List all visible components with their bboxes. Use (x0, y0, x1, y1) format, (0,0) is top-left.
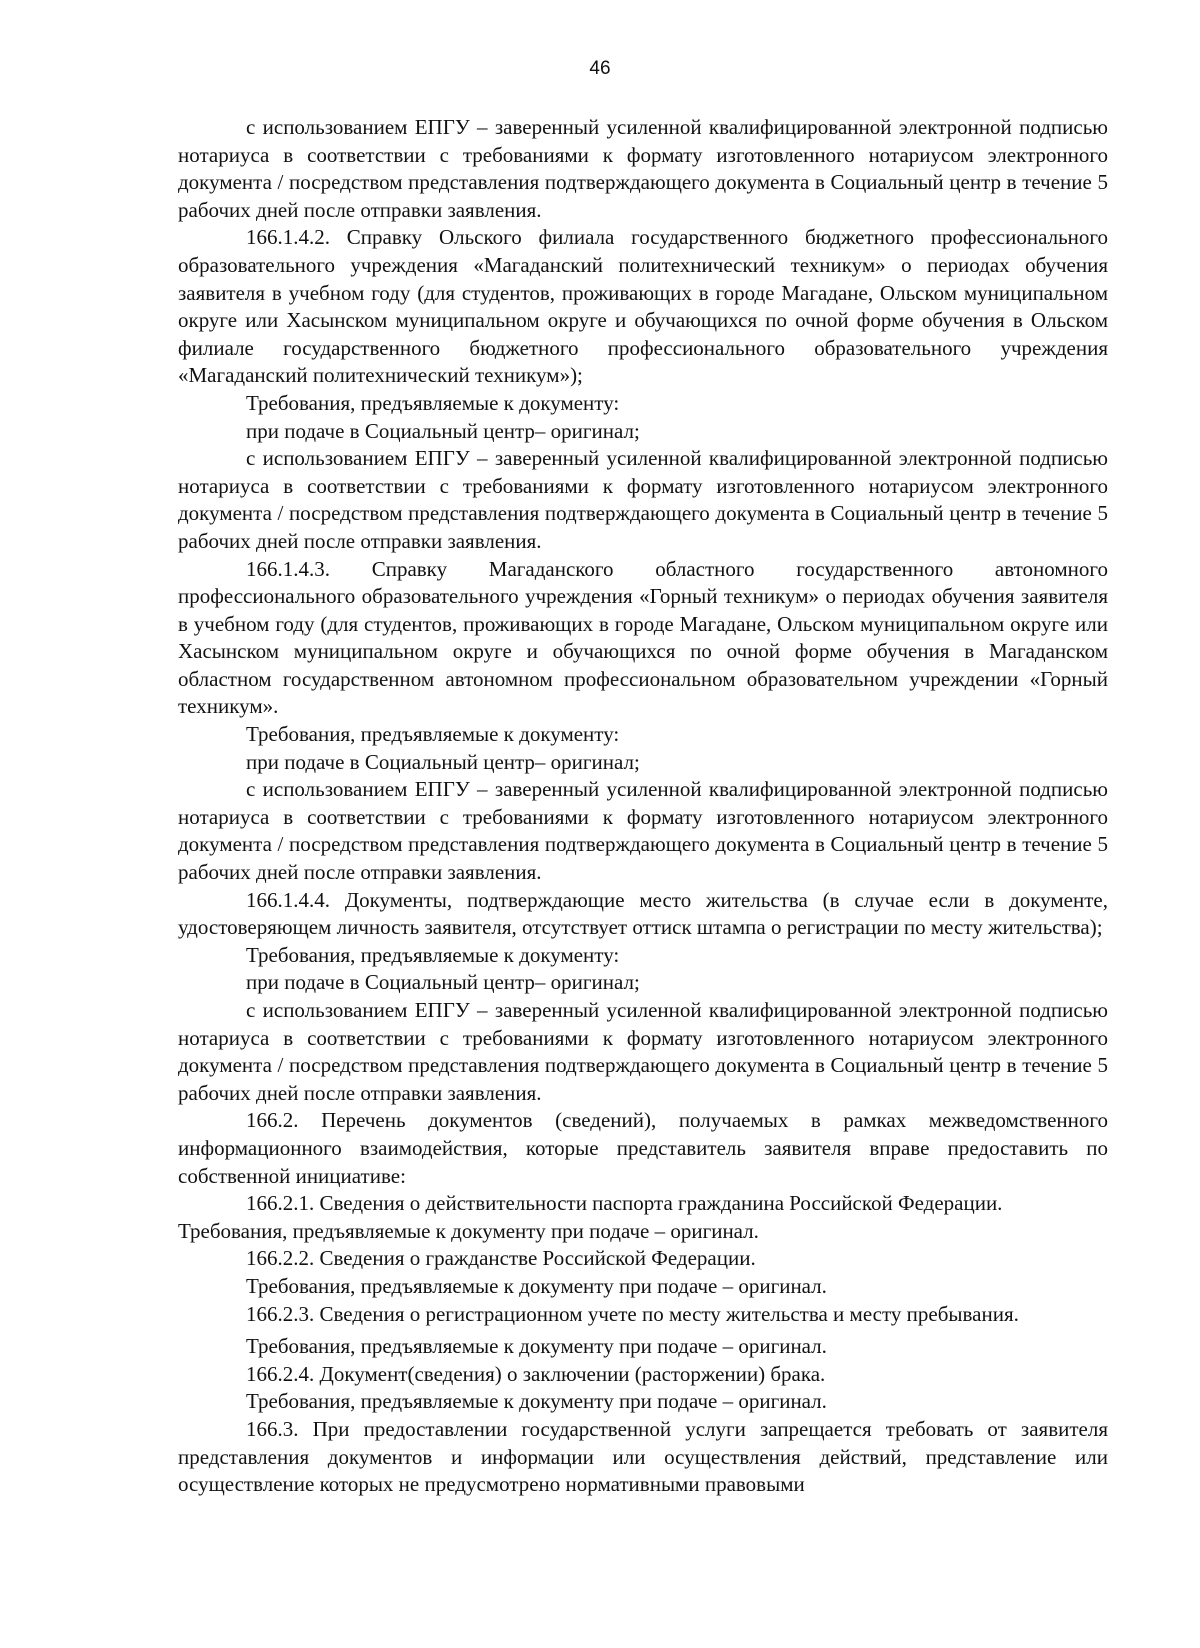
paragraph: 166.1.4.3. Справку Магаданского областного государственного автономного профессионального образовательного учреждения «Горный техникум» о периодах обучения заявителя в учебном году (для студентов, проживающих в городе Магадане, Ольском муниципальном округе или Хасынском муниципальном округе и обучающихся по очной форме обучения в Магаданском областном государственном автономном профессиональном образовательном учреждении «Горный техникум». (178, 556, 1108, 719)
paragraph: Требования, предъявляемые к документу: (246, 722, 620, 747)
paragraph: 166.2.4. Документ(сведения) о заключении (расторжении) брака. (246, 1361, 826, 1386)
paragraph: Требования, предъявляемые к документу: (246, 390, 620, 415)
paragraph: 166.3. При предоставлении государственной услуги запрещается требовать от заявителя представления документов и информации или осуществления действий, представление или осуществление которых не предусмотрено нормативными правовыми (178, 1416, 1108, 1497)
paragraph: 166.1.4.2. Справку Ольского филиала государственного бюджетного профессионального образовательного учреждения «Магаданский политехнический техникум» о периодах обучения заявителя в учебном году (для студентов, проживающих в городе Магадане, Ольском муниципальном округе или Хасынском муниципальном округе и обучающихся по очной форме обучения в Ольском филиале государственного бюджетного профессионального образовательного учреждения «Магаданский политехнический техникум»); (178, 225, 1108, 388)
paragraph: с использованием ЕПГУ – заверенный усиленной квалифицированной электронной подписью нотариуса в соответствии с требованиями к формату изготовленного нотариусом электронного документа / посредством представления подтверждающего документа в Социальный центр в течение 5 рабочих дней после отправки заявления. (178, 777, 1108, 885)
paragraph: 166.2. Перечень документов (сведений), получаемых в рамках межведомственного информационного взаимодействия, которые представитель заявителя вправе предоставить по собственной инициативе: (178, 1108, 1108, 1188)
paragraph: Требования, предъявляемые к документу при подаче – оригинал. (246, 1273, 827, 1298)
document-body (178, 114, 1108, 1499)
paragraph: Требования, предъявляемые к документу при подаче – оригинал. (246, 1389, 827, 1414)
paragraph: при подаче в Социальный центр– оригинал; (246, 970, 640, 995)
paragraph: при подаче в Социальный центр– оригинал; (246, 418, 640, 443)
page-number: 46 (589, 58, 611, 79)
paragraph: 166.2.3. Сведения о регистрационном учете по месту жительства и месту пребывания. (246, 1301, 1019, 1326)
paragraph: Требования, предъявляемые к документу: (246, 942, 620, 967)
paragraph: 166.2.2. Сведения о гражданстве Российской Федерации. (246, 1246, 756, 1271)
paragraph: Требования, предъявляемые к документу при подаче – оригинал. (246, 1334, 827, 1359)
paragraph: Требования, предъявляемые к документу при подаче – оригинал. (178, 1218, 759, 1243)
paragraph: 166.2.1. Сведения о действительности паспорта гражданина Российской Федерации. (246, 1191, 1003, 1216)
paragraph: 166.1.4.4. Документы, подтверждающие место жительства (в случае если в документе, удостоверяющем личность заявителя, отсутствует оттиск штампа о регистрации по месту жительства); (178, 887, 1108, 940)
paragraph: с использованием ЕПГУ – заверенный усиленной квалифицированной электронной подписью нотариуса в соответствии с требованиями к формату изготовленного нотариусом электронного документа / посредством представления подтверждающего документа в Социальный центр в течение 5 рабочих дней после отправки заявления. (178, 446, 1108, 553)
paragraph: с использованием ЕПГУ – заверенный усиленной квалифицированной электронной подписью нотариуса в соответствии с требованиями к формату изготовленного нотариусом электронного документа / посредством представления подтверждающего документа в Социальный центр в течение 5 рабочих дней после отправки заявления. (178, 998, 1108, 1105)
paragraph: при подаче в Социальный центр– оригинал; (246, 749, 640, 774)
paragraph: с использованием ЕПГУ – заверенный усиленной квалифицированной электронной подписью нотариуса в соответствии с требованиями к формату изготовленного нотариусом электронного документа / посредством представления подтверждающего документа в Социальный центр в течение 5 рабочих дней после отправки заявления. (178, 115, 1108, 222)
